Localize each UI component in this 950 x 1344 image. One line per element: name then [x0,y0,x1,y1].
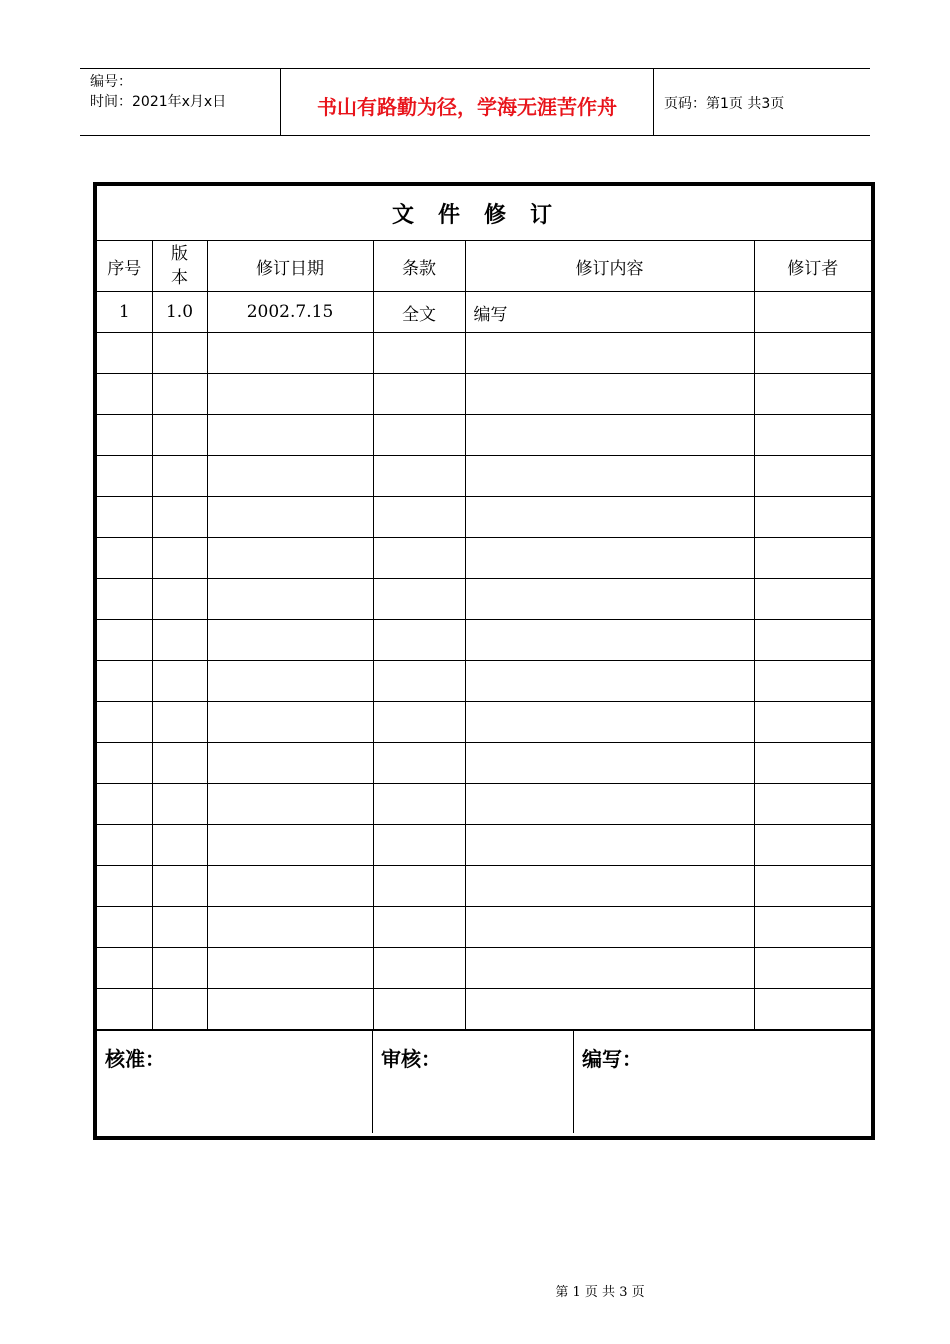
header-meta [80,69,281,135]
table-row [97,456,871,497]
cell-date[interactable] [207,661,373,702]
cell-version[interactable] [152,456,207,497]
cell-version[interactable] [152,989,207,1030]
cell-clause[interactable] [373,907,465,948]
review-field[interactable]: 审核： [373,1031,574,1133]
table-row [97,743,871,784]
cell-version[interactable] [152,948,207,989]
cell-reviser[interactable] [754,415,871,456]
cell-content[interactable] [465,415,754,456]
cell-date[interactable] [207,538,373,579]
table-row [97,579,871,620]
cell-content[interactable] [465,579,754,620]
cell-clause[interactable] [373,866,465,907]
cell-content[interactable] [465,374,754,415]
cell-reviser[interactable] [754,620,871,661]
cell-seq[interactable] [97,497,152,538]
cell-reviser[interactable] [754,579,871,620]
table-row [97,989,871,1030]
footer-page-text: 第 1 页 共 3 页 [555,1285,645,1300]
table-row [97,415,871,456]
cell-date[interactable] [207,743,373,784]
cell-content[interactable] [465,743,754,784]
header-page-info: 页码：第1页 共3页 [664,96,785,112]
cell-seq[interactable] [97,743,152,784]
col-header-content: 修订内容 [465,241,754,292]
cell-version: 1.0 [152,292,207,333]
col-header-version-text: 版本 [171,244,188,288]
cell-clause[interactable] [373,415,465,456]
cell-seq[interactable] [97,415,152,456]
table-row [97,620,871,661]
cell-date[interactable] [207,784,373,825]
cell-date[interactable] [207,497,373,538]
cell-reviser[interactable] [754,948,871,989]
cell-content[interactable] [465,866,754,907]
cell-content[interactable] [465,620,754,661]
cell-reviser [754,292,871,333]
table-row [97,825,871,866]
cell-date[interactable] [207,415,373,456]
cell-reviser[interactable] [754,333,871,374]
cell-reviser[interactable] [754,907,871,948]
cell-date[interactable] [207,333,373,374]
cell-clause[interactable] [373,620,465,661]
table-row [97,292,871,333]
table-row [97,907,871,948]
cell-date[interactable] [207,620,373,661]
revision-form [93,182,875,1140]
col-header-reviser: 修订者 [754,241,871,292]
cell-date[interactable] [207,456,373,497]
col-header-clause: 条款 [373,241,465,292]
table-row [97,374,871,415]
cell-version[interactable] [152,620,207,661]
page-footer [0,1281,950,1300]
cell-reviser[interactable] [754,743,871,784]
cell-content[interactable] [465,702,754,743]
cell-seq[interactable] [97,907,152,948]
cell-seq[interactable] [97,948,152,989]
cell-date[interactable] [207,579,373,620]
cell-version[interactable] [152,907,207,948]
cell-version[interactable] [152,743,207,784]
cell-date[interactable] [207,825,373,866]
cell-version[interactable] [152,866,207,907]
cell-seq[interactable] [97,538,152,579]
cell-clause[interactable] [373,456,465,497]
cell-content[interactable] [465,989,754,1030]
cell-reviser[interactable] [754,374,871,415]
cell-seq[interactable] [97,866,152,907]
approve-field[interactable]: 核准： [97,1031,373,1133]
cell-content[interactable] [465,825,754,866]
col-header-date: 修订日期 [207,241,373,292]
cell-content[interactable] [465,333,754,374]
cell-reviser[interactable] [754,538,871,579]
cell-seq[interactable] [97,456,152,497]
cell-seq[interactable] [97,702,152,743]
col-header-version [152,241,207,292]
cell-content[interactable] [465,538,754,579]
cell-clause[interactable] [373,333,465,374]
number-label: 编号： [90,74,132,90]
cell-version[interactable] [152,784,207,825]
cell-clause[interactable] [373,743,465,784]
table-row [97,538,871,579]
cell-clause[interactable] [373,497,465,538]
cell-reviser[interactable] [754,702,871,743]
cell-seq[interactable] [97,784,152,825]
time-label: 时间：2021年x月x日 [90,94,227,110]
cell-seq[interactable] [97,333,152,374]
cell-content[interactable] [465,497,754,538]
cell-date[interactable] [207,702,373,743]
cell-seq: 1 [97,292,152,333]
cell-clause[interactable] [373,989,465,1030]
cell-content[interactable] [465,907,754,948]
table-row [97,497,871,538]
cell-date[interactable] [207,989,373,1030]
cell-version[interactable] [152,374,207,415]
cell-clause[interactable] [373,661,465,702]
cell-clause[interactable] [373,825,465,866]
cell-clause[interactable] [373,784,465,825]
cell-seq[interactable] [97,825,152,866]
cell-version[interactable] [152,415,207,456]
cell-clause[interactable] [373,579,465,620]
cell-clause[interactable] [373,948,465,989]
cell-version[interactable] [152,333,207,374]
cell-content[interactable] [465,456,754,497]
cell-seq[interactable] [97,579,152,620]
table-row [97,948,871,989]
page-header [80,68,870,136]
cell-seq[interactable] [97,620,152,661]
cell-version[interactable] [152,825,207,866]
cell-clause: 全文 [373,292,465,333]
table-row [97,702,871,743]
author-field[interactable]: 编写： [582,1047,642,1071]
cell-content[interactable] [465,948,754,989]
cell-version[interactable] [152,579,207,620]
cell-reviser[interactable] [754,497,871,538]
header-motto: 书山有路勤为径，学海无涯苦作舟 [281,69,654,135]
cell-reviser[interactable] [754,825,871,866]
cell-version[interactable] [152,538,207,579]
cell-content: 编写 [465,292,754,333]
cell-content[interactable] [465,661,754,702]
cell-date[interactable] [207,866,373,907]
cell-version[interactable] [152,497,207,538]
cell-date[interactable] [207,907,373,948]
cell-seq[interactable] [97,374,152,415]
cell-reviser[interactable] [754,989,871,1030]
cell-clause[interactable] [373,702,465,743]
cell-reviser[interactable] [754,661,871,702]
table-row [97,333,871,374]
signature-row [97,1030,871,1133]
revision-table [97,186,871,1030]
col-header-seq: 序号 [97,241,152,292]
cell-date: 2002.7.15 [207,292,373,333]
table-row [97,866,871,907]
cell-clause[interactable] [373,374,465,415]
cell-version[interactable] [152,702,207,743]
cell-seq[interactable] [97,661,152,702]
cell-reviser[interactable] [754,456,871,497]
table-header-row [97,241,871,292]
cell-reviser[interactable] [754,784,871,825]
cell-reviser[interactable] [754,866,871,907]
cell-version[interactable] [152,661,207,702]
cell-content[interactable] [465,784,754,825]
cell-date[interactable] [207,374,373,415]
cell-clause[interactable] [373,538,465,579]
table-row [97,661,871,702]
cell-seq[interactable] [97,989,152,1030]
table-row [97,784,871,825]
form-title: 文件修订 [97,186,871,241]
cell-date[interactable] [207,948,373,989]
